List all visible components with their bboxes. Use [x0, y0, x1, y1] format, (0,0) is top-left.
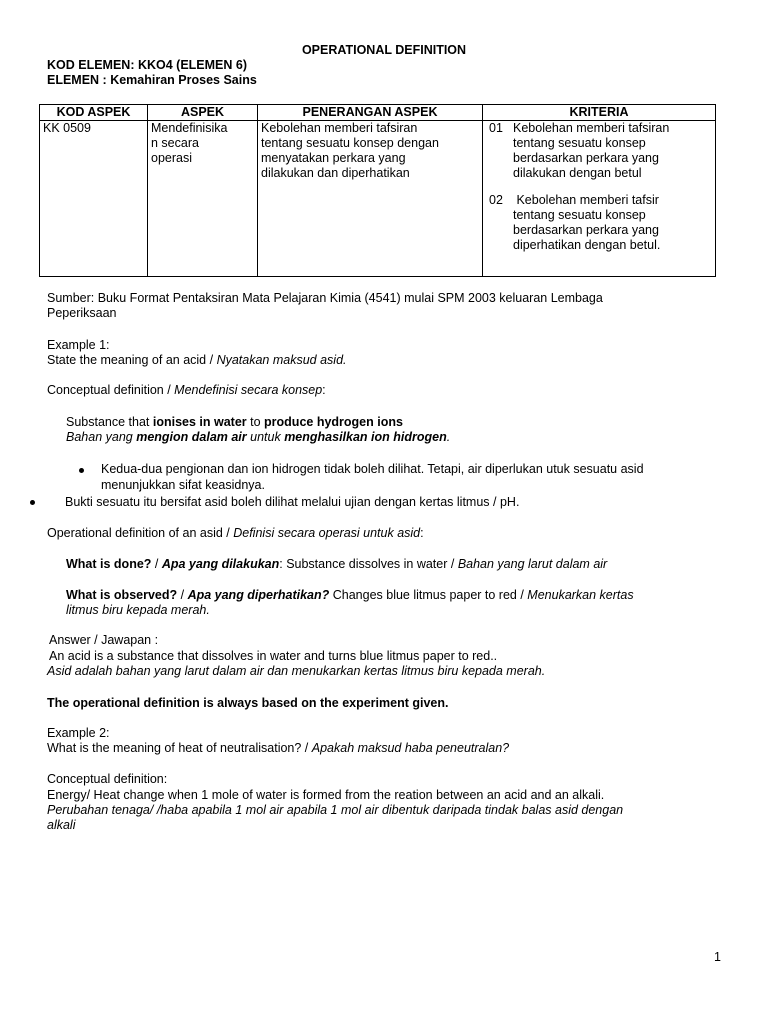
aspek-cell: [148, 121, 258, 277]
example1-heading: Example 1:: [47, 338, 110, 352]
label-en: Operational definition of an asid /: [47, 526, 234, 540]
concept-part: .: [446, 430, 451, 444]
concept-ms-2: alkali: [47, 818, 76, 832]
sep: /: [151, 557, 162, 571]
example2-heading: Example 2:: [47, 726, 110, 740]
concept-part: Substance that: [66, 415, 153, 429]
elemen: ELEMEN : Kemahiran Proses Sains: [47, 73, 257, 87]
observed-question-ms: Apa yang diperhatikan?: [187, 588, 330, 602]
kriteria-line: diperhatikan dengan betul.: [513, 238, 661, 252]
kriteria-line: berdasarkan perkara yang: [513, 223, 659, 237]
observed-answer-ms: Menukarkan kertas: [527, 588, 634, 602]
col-header: KRITERIA: [483, 105, 716, 121]
kriteria-line: Kebolehan memberi tafsiran: [513, 121, 670, 135]
done-answer-ms: Bahan yang larut dalam air: [457, 557, 608, 571]
conceptual-label-2: Conceptual definition:: [47, 772, 168, 786]
kriteria-line: tentang sesuatu konsep: [513, 136, 646, 150]
table-header-row: [40, 105, 716, 121]
kod-aspek-value: KK 0509: [43, 121, 91, 135]
kod-elemen: KOD ELEMEN: KKO4 (ELEMEN 6): [47, 58, 248, 72]
aspek-line: operasi: [151, 151, 192, 165]
question-ms: Apakah maksud haba peneutralan?: [311, 741, 510, 755]
penerangan-line: menyatakan perkara yang: [261, 151, 406, 165]
answer-ms: Asid adalah bahan yang larut dalam air dan menukarkan kertas litmus biru kepada merah.: [47, 664, 546, 678]
label-ms: Mendefinisi secara konsep: [174, 383, 323, 397]
bullet-text: menunjukkan sifat keasidnya.: [101, 478, 265, 492]
col-header: PENERANGAN ASPEK: [258, 105, 483, 121]
source-line: Sumber: Buku Format Pentaksiran Mata Pelajaran Kimia (4541) mulai SPM 2003 keluaran Lembaga: [47, 291, 603, 305]
bullet-icon: [30, 500, 35, 505]
concept-part: mengion dalam air: [136, 430, 247, 444]
label-end: :: [322, 383, 326, 397]
kriteria-number: 01: [489, 121, 503, 135]
concept-ms: [66, 430, 450, 445]
concept-part: untuk: [246, 430, 285, 444]
question-en: State the meaning of an acid /: [47, 353, 217, 367]
label-ms: Definisi secara operasi untuk asid: [233, 526, 421, 540]
penerangan-line: Kebolehan memberi tafsiran: [261, 121, 418, 135]
page-number: 1: [714, 950, 721, 964]
question-en: What is the meaning of heat of neutralisation? /: [47, 741, 312, 755]
answer-en: An acid is a substance that dissolves in water and turns blue litmus paper to red..: [49, 649, 498, 663]
kod-aspek-cell: [40, 121, 148, 277]
what-is-done: [66, 557, 607, 572]
concept-en-2: Energy/ Heat change when 1 mole of water is formed from the reation between an acid and an alkali.: [47, 788, 605, 802]
aspek-line: Mendefinisika: [151, 121, 228, 135]
concept-en: [66, 415, 403, 430]
question-ms: Nyatakan maksud asid.: [216, 353, 347, 367]
aspek-line: n secara: [151, 136, 199, 150]
kriteria-line: tentang sesuatu konsep: [513, 208, 646, 222]
penerangan-line: dilakukan dan diperhatikan: [261, 166, 410, 180]
done-answer: : Substance dissolves in water /: [279, 557, 458, 571]
observed-answer: Changes blue litmus paper to red /: [329, 588, 528, 602]
observed-question: What is observed?: [66, 588, 178, 602]
label-en: Conceptual definition /: [47, 383, 175, 397]
table-row: [40, 121, 716, 277]
kriteria-item: [489, 121, 712, 181]
page-title: OPERATIONAL DEFINITION: [301, 43, 467, 57]
kriteria-item: [489, 193, 712, 253]
sep: /: [177, 588, 188, 602]
concept-part: Bahan yang: [66, 430, 137, 444]
col-header: KOD ASPEK: [40, 105, 148, 121]
label-end: :: [420, 526, 424, 540]
answer-label: Answer / Jawapan :: [49, 633, 159, 647]
kriteria-line: Kebolehan memberi tafsir: [513, 193, 659, 207]
penerangan-line: tentang sesuatu konsep dengan: [261, 136, 439, 150]
aspek-table: [39, 104, 716, 277]
observed-answer-ms-cont: litmus biru kepada merah.: [66, 603, 210, 617]
kriteria-line: berdasarkan perkara yang: [513, 151, 659, 165]
done-question-ms: Apa yang dilakukan: [161, 557, 280, 571]
example2-question: [47, 741, 509, 756]
bullet-text: Bukti sesuatu itu bersifat asid boleh dilihat melalui ujian dengan kertas litmus / pH.: [65, 495, 520, 509]
kriteria-cell: [483, 121, 716, 277]
kriteria-line: dilakukan dengan betul: [513, 166, 642, 180]
col-header: ASPEK: [148, 105, 258, 121]
kriteria-number: 02: [489, 193, 503, 207]
source-line: Peperiksaan: [47, 306, 117, 320]
operational-label: [47, 526, 424, 541]
example1-question: [47, 353, 347, 368]
bullet-text: Kedua-dua pengionan dan ion hidrogen tidak boleh dilihat. Tetapi, air diperlukan utuk sesuatu asid: [101, 462, 644, 476]
concept-part: ionises in water: [152, 415, 247, 429]
what-is-observed: [66, 588, 634, 603]
bullet-icon: [79, 468, 84, 473]
concept-part: menghasilkan ion hidrogen: [284, 430, 447, 444]
operational-note: The operational definition is always based on the experiment given.: [47, 696, 449, 710]
concept-part: produce hydrogen ions: [264, 415, 403, 429]
conceptual-label: [47, 383, 326, 398]
concept-ms-2: Perubahan tenaga/ /haba apabila 1 mol air apabila 1 mol air dibentuk daripada tindak balas asid dengan: [47, 803, 624, 817]
penerangan-cell: [258, 121, 483, 277]
concept-part: to: [246, 415, 265, 429]
done-question: What is done?: [66, 557, 152, 571]
